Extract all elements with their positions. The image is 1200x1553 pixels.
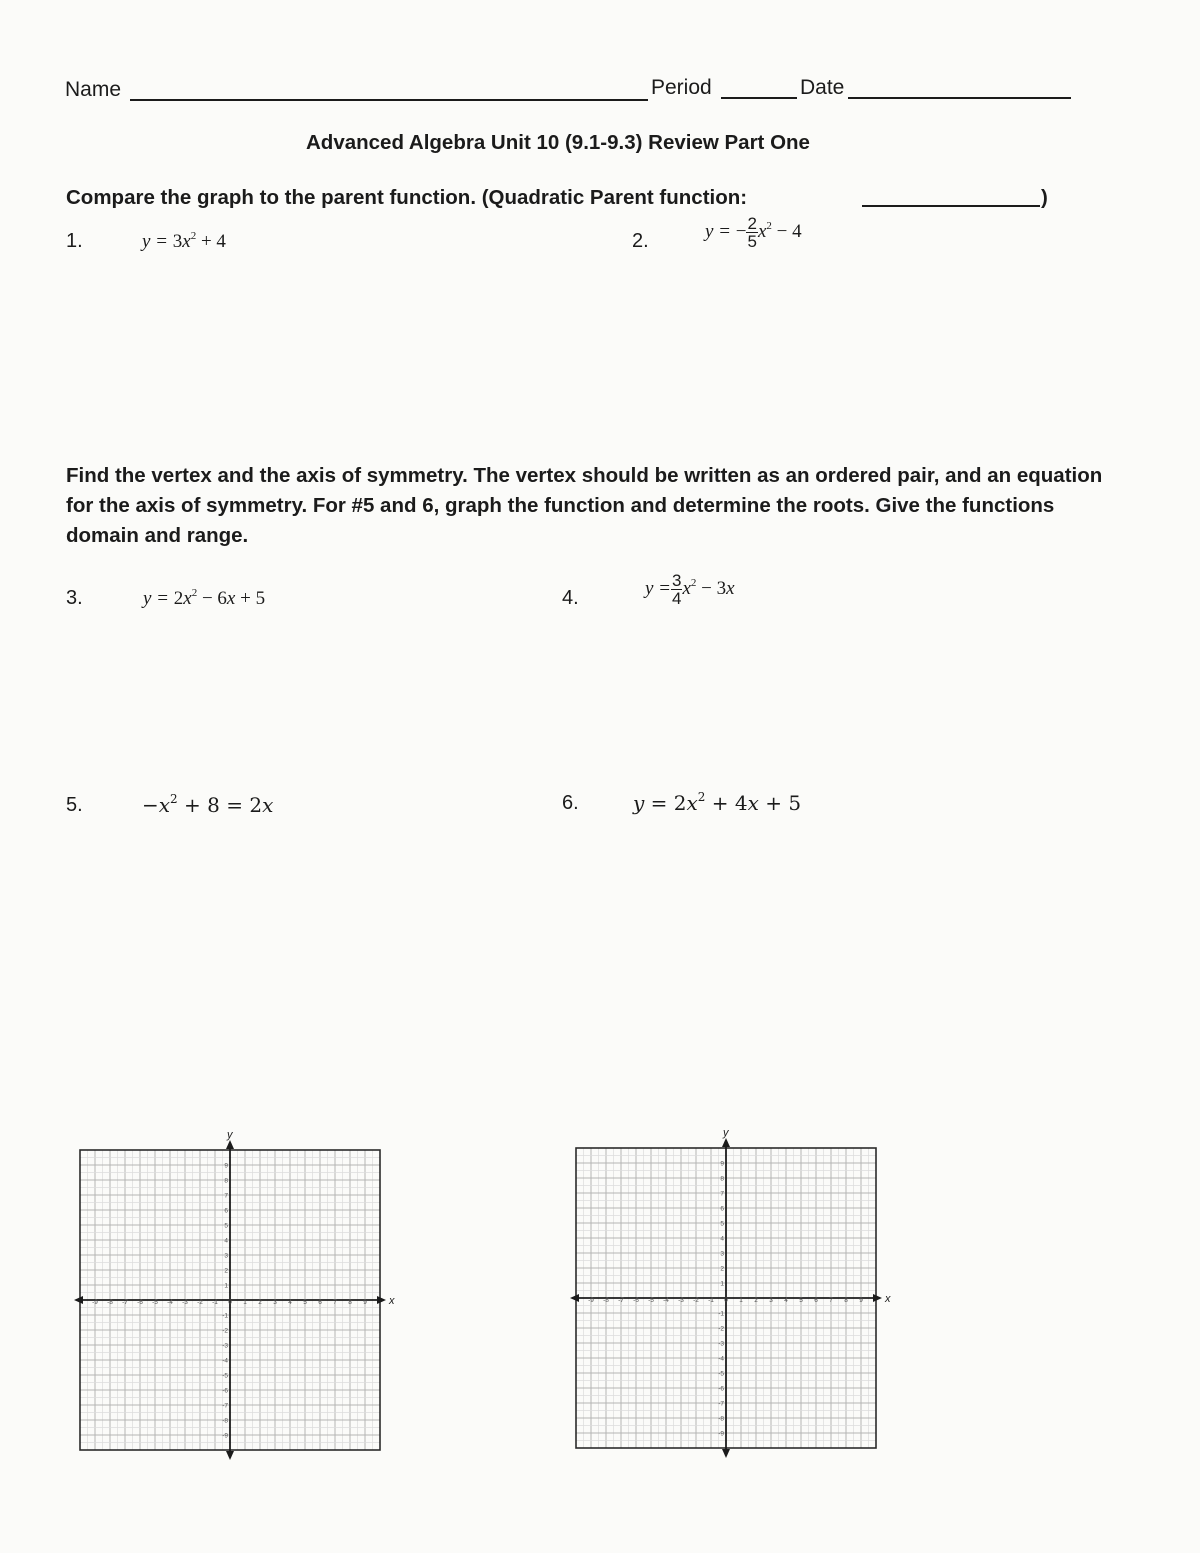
x-tick-label: -8 <box>107 1299 113 1306</box>
y-tick-label: -8 <box>718 1415 724 1423</box>
x-tick-label: 4 <box>288 1299 292 1306</box>
y-axis-label: y <box>227 1130 233 1141</box>
y-tick-label: -8 <box>222 1417 228 1425</box>
x-tick-label: -7 <box>122 1299 128 1306</box>
y-tick-label: -1 <box>718 1310 724 1318</box>
x-tick-label: -9 <box>92 1299 98 1306</box>
problem-2-number: 2. <box>632 230 649 252</box>
y-axis-arrow-up <box>722 1138 730 1147</box>
x-tick-label: -4 <box>663 1297 669 1304</box>
x-tick-label: -3 <box>182 1299 188 1306</box>
page-title: Advanced Algebra Unit 10 (9.1-9.3) Review Part One <box>306 131 810 154</box>
section2-instruction: Find the vertex and the axis of symmetry. The vertex should be written as an ordered pair, and an equation for the axis of symmetry. For #5 and 6, graph the function and determine the roots. Give the functions domain and range. <box>66 464 1103 547</box>
y-axis-arrow-down <box>226 1451 234 1460</box>
x-tick-label: -1 <box>212 1299 218 1306</box>
parent-function-field[interactable] <box>862 205 1040 207</box>
x-tick-label: -1 <box>708 1297 714 1304</box>
y-tick-label: 3 <box>224 1252 228 1260</box>
y-tick-label: 7 <box>224 1192 228 1200</box>
coordinate-grid-problem-5[interactable] <box>70 1130 410 1460</box>
problem-3-number: 3. <box>66 587 83 609</box>
x-tick-label: 1 <box>243 1299 247 1306</box>
x-tick-label: 6 <box>318 1299 322 1306</box>
y-tick-label: -6 <box>718 1385 724 1393</box>
x-tick-label: -8 <box>603 1297 609 1304</box>
x-tick-label: 7 <box>829 1297 833 1304</box>
date-field[interactable] <box>848 97 1071 99</box>
y-tick-label: -6 <box>222 1387 228 1395</box>
y-tick-label: -5 <box>718 1370 724 1378</box>
y-tick-label: -3 <box>718 1340 724 1348</box>
y-tick-label: 3 <box>720 1250 724 1258</box>
parent-function-close-paren: ) <box>1041 186 1048 209</box>
y-tick-label: -9 <box>718 1430 724 1438</box>
y-tick-label: 5 <box>720 1220 724 1228</box>
x-tick-label: -5 <box>152 1299 158 1306</box>
problem-2-equation: y = − $\frac{2}{5}$ $x^2 - 4$ <box>705 214 802 251</box>
x-tick-label: 8 <box>348 1299 352 1306</box>
y-tick-label: 7 <box>720 1190 724 1198</box>
y-tick-label: 5 <box>224 1222 228 1230</box>
x-tick-label: 7 <box>333 1299 337 1306</box>
x-tick-label: 3 <box>769 1297 773 1304</box>
x-tick-label: -4 <box>167 1299 173 1306</box>
x-tick-label: 3 <box>273 1299 277 1306</box>
x-axis-arrow-left <box>570 1294 579 1302</box>
y-tick-label: -4 <box>718 1355 724 1363</box>
problem-4-equation: y = $\frac{3}{4}$ $x^2 - 3x$ <box>645 571 735 608</box>
y-tick-label: 6 <box>224 1207 228 1215</box>
y-tick-label: 8 <box>224 1177 228 1185</box>
x-tick-label: 9 <box>859 1297 863 1304</box>
y-tick-label: -4 <box>222 1357 228 1365</box>
x-tick-label: 6 <box>814 1297 818 1304</box>
y-tick-label: 9 <box>720 1160 724 1168</box>
y-tick-label: 9 <box>224 1162 228 1170</box>
y-axis-label: y <box>723 1128 729 1139</box>
problem-5-number: 5. <box>66 794 83 816</box>
x-tick-label: 0 <box>228 1299 232 1306</box>
problem-3-equation: $y = 2x^2 - 6x + 5$ <box>143 587 266 609</box>
y-tick-label: -2 <box>222 1327 228 1335</box>
x-tick-label: -2 <box>693 1297 699 1304</box>
x-axis-label: x <box>885 1293 891 1305</box>
y-tick-label: 4 <box>224 1237 228 1245</box>
y-axis-arrow-down <box>722 1449 730 1458</box>
y-tick-label: -2 <box>718 1325 724 1333</box>
x-axis-arrow-right <box>377 1296 386 1304</box>
name-label: Name <box>65 78 122 101</box>
name-field[interactable] <box>130 99 648 101</box>
x-axis-arrow-left <box>74 1296 83 1304</box>
y-tick-label: 6 <box>720 1205 724 1213</box>
x-tick-label: -3 <box>678 1297 684 1304</box>
problem-1-equation: $y = 3x^2 + 4$ <box>142 230 226 252</box>
y-tick-label: -7 <box>718 1400 724 1408</box>
x-tick-label: 0 <box>724 1297 728 1304</box>
y-tick-label: 1 <box>720 1280 724 1288</box>
period-label: Period <box>651 76 712 99</box>
x-tick-label: -6 <box>137 1299 143 1306</box>
x-tick-label: 4 <box>784 1297 788 1304</box>
x-tick-label: 2 <box>258 1299 262 1306</box>
y-tick-label: -1 <box>222 1312 228 1320</box>
problem-5-equation: $-x^2 + 8 = 2x$ <box>142 792 274 817</box>
x-tick-label: 5 <box>799 1297 803 1304</box>
y-tick-label: 2 <box>224 1267 228 1275</box>
x-tick-label: 1 <box>739 1297 743 1304</box>
x-tick-label: -2 <box>197 1299 203 1306</box>
period-field[interactable] <box>721 97 797 99</box>
x-tick-label: -6 <box>633 1297 639 1304</box>
x-axis-arrow-right <box>873 1294 882 1302</box>
y-tick-label: -3 <box>222 1342 228 1350</box>
date-label: Date <box>800 76 845 99</box>
problem-6-equation: $y = 2x^2 + 4x + 5$ <box>633 790 802 815</box>
y-tick-label: -5 <box>222 1372 228 1380</box>
x-tick-label: 5 <box>303 1299 307 1306</box>
y-tick-label: 4 <box>720 1235 724 1243</box>
coordinate-grid-problem-6[interactable] <box>566 1128 906 1458</box>
x-tick-label: 2 <box>754 1297 758 1304</box>
y-tick-label: 2 <box>720 1265 724 1273</box>
y-tick-label: -7 <box>222 1402 228 1410</box>
x-tick-label: -7 <box>618 1297 624 1304</box>
problem-1-number: 1. <box>66 230 83 252</box>
x-tick-label: -5 <box>648 1297 654 1304</box>
y-tick-label: 8 <box>720 1175 724 1183</box>
problem-4-number: 4. <box>562 587 579 609</box>
section1-instruction: Compare the graph to the parent function. (Quadratic Parent function: <box>66 186 748 209</box>
problem-6-number: 6. <box>562 792 579 814</box>
x-tick-label: -9 <box>588 1297 594 1304</box>
y-tick-label: 1 <box>224 1282 228 1290</box>
y-tick-label: -9 <box>222 1432 228 1440</box>
x-axis-label: x <box>389 1295 395 1307</box>
x-tick-label: 9 <box>363 1299 367 1306</box>
y-axis-arrow-up <box>226 1140 234 1149</box>
x-tick-label: 8 <box>844 1297 848 1304</box>
